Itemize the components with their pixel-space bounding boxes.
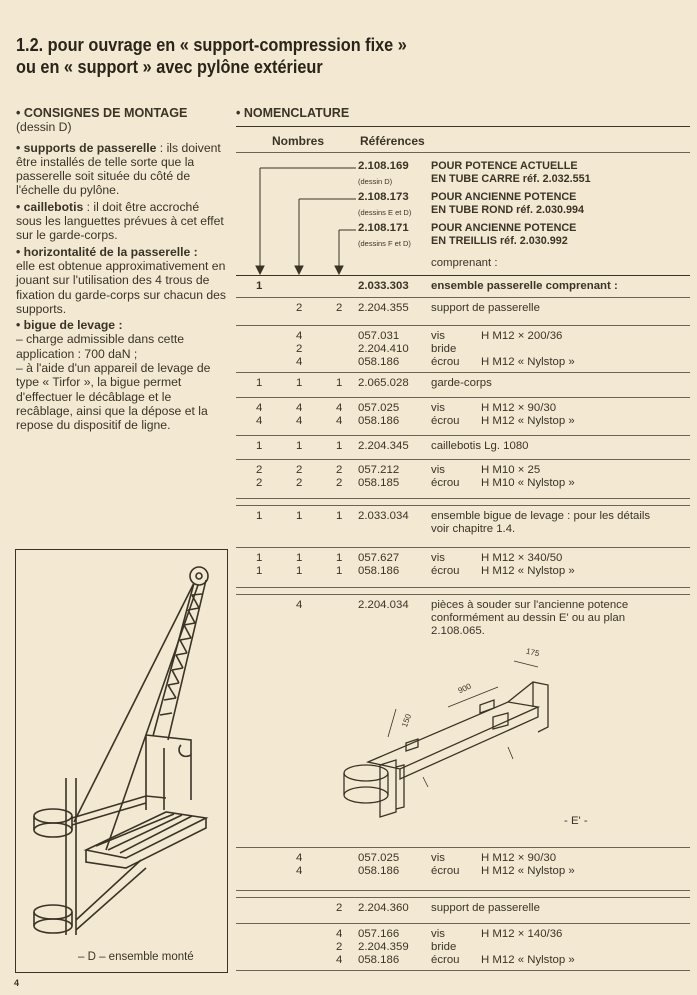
quantity-cell: 4 — [296, 599, 303, 611]
group-rule — [236, 505, 690, 506]
reference-cell: 058.186 — [358, 954, 400, 967]
designation-cell: écrou — [431, 954, 460, 967]
drawing-d-frame — [15, 549, 228, 973]
group-rule — [236, 275, 690, 276]
quantity-cell: 2 — [336, 941, 343, 954]
quantity-cell: 4 — [256, 415, 263, 428]
reference-cell: 058.185 — [358, 477, 400, 490]
quantity-cell: 4 — [296, 415, 303, 428]
specification-cell: H M12 × 90/30 — [481, 852, 557, 864]
title-line-2: ou en « support » avec pylône extérieur — [16, 56, 323, 77]
specification-cell: H M10 « Nylstop » — [481, 477, 575, 490]
quantity-cell: 2 — [296, 477, 303, 490]
reference-cell: 2.033.034 — [358, 510, 409, 522]
specification-cell: H M12 × 90/30 — [481, 402, 557, 414]
dim-900: 900 — [456, 681, 473, 696]
group-rule — [236, 923, 690, 924]
quantity-cell: 2 — [256, 477, 263, 490]
specification-cell: H M12 « Nylstop » — [481, 415, 575, 428]
group-rule-double — [236, 890, 690, 891]
quantity-cell: 1 — [296, 552, 303, 564]
quantity-cell: 2 — [296, 343, 303, 356]
header-ref-3-desc2: EN TREILLIS réf. 2.030.992 — [431, 235, 568, 247]
group-rule — [236, 297, 690, 298]
comprenant-label: comprenant : — [431, 257, 498, 269]
group-rule — [236, 594, 690, 595]
consignes-heading: • CONSIGNES DE MONTAGE — [16, 106, 188, 120]
consigne-supports-text: : ils doivent être installés de telle sorte que la passerelle soit située du côté de l'échelle du pylône. — [16, 140, 221, 198]
designation-cell: écrou — [431, 477, 460, 490]
quantity-cell: 4 — [296, 865, 303, 878]
consigne-caillebotis-label: • caillebotis — [16, 199, 84, 214]
designation-cell: vis — [431, 928, 445, 940]
consigne-supports — [16, 141, 226, 198]
designation-cell: vis — [431, 330, 445, 342]
quantity-cell: 1 — [256, 377, 263, 389]
header-ref-3-desc1: POUR ANCIENNE POTENCE — [431, 222, 577, 234]
quantity-cell: 1 — [336, 510, 343, 522]
quantity-cell: 4 — [296, 852, 303, 864]
quantity-cell: 1 — [336, 552, 343, 564]
group-rule-double — [236, 587, 690, 588]
quantity-cell: 4 — [256, 402, 263, 414]
reference-cell: 2.204.345 — [358, 440, 409, 452]
header-ref-1-dessin: (dessin D) — [358, 177, 393, 186]
group-rule — [236, 897, 690, 898]
quantity-cell: 1 — [336, 377, 343, 389]
quantity-cell: 1 — [336, 440, 343, 452]
designation-cell: bride — [431, 941, 457, 954]
quantity-cell: 1 — [296, 377, 303, 389]
reference-cell: 058.186 — [358, 356, 400, 369]
group-rule — [236, 372, 690, 373]
specification-cell: H M10 × 25 — [481, 464, 541, 476]
quantity-cell: 1 — [296, 565, 303, 578]
consigne-horizontalite-text: elle est obtenue approximativement en jouant sur l'utilisation des 4 trous de fixation du garde-corps sur chacun des supports. — [16, 258, 227, 316]
designation-cell: vis — [431, 852, 445, 864]
reference-cell: 2.065.028 — [358, 377, 409, 389]
header-ref-1-desc2: EN TUBE CARRE réf. 2.032.551 — [431, 173, 591, 185]
specification-cell: H M12 « Nylstop » — [481, 565, 575, 578]
quantity-cell: 4 — [336, 928, 343, 940]
consigne-horizontalite — [16, 245, 226, 316]
reference-cell: 2.204.410 — [358, 343, 409, 356]
header-ref-3: 2.108.171 — [358, 222, 409, 234]
designation-cell: caillebotis Lg. 1080 — [431, 440, 529, 452]
group-rule — [236, 435, 690, 436]
specification-cell: H M12 « Nylstop » — [481, 954, 575, 967]
quantity-cell: 4 — [296, 330, 303, 342]
drawing-d-caption: – D – ensemble monté — [78, 951, 194, 963]
quantity-cell: 4 — [296, 402, 303, 414]
reference-cell: 057.031 — [358, 330, 400, 342]
reference-cell: 058.186 — [358, 865, 400, 878]
header-ref-2-dessin: (dessins E et D) — [358, 208, 412, 217]
consigne-bigue-item-1: – charge admissible dans cette application : 700 daN ; — [16, 332, 185, 361]
quantity-cell: 1 — [336, 565, 343, 578]
dim-175: 175 — [525, 646, 541, 659]
header-ref-2: 2.108.173 — [358, 191, 409, 203]
title-line-1: 1.2. pour ouvrage en « support-compression fixe » — [16, 34, 407, 55]
group-rule — [236, 459, 690, 460]
quantity-cell: 2 — [296, 302, 303, 314]
group-rule — [236, 397, 690, 398]
header-ref-3-dessin: (dessins F et D) — [358, 239, 411, 248]
consignes-section — [16, 106, 226, 435]
consigne-bigue-label: • bigue de levage : — [16, 318, 123, 333]
quantity-cell: 2 — [296, 464, 303, 476]
header-ref-2-desc1: POUR ANCIENNE POTENCE — [431, 191, 577, 203]
designation-cell: support de passerelle — [431, 302, 540, 314]
reference-cell: 2.204.360 — [358, 902, 409, 914]
quantity-cell: 1 — [256, 565, 263, 578]
consignes-subheading: (dessin D) — [16, 120, 72, 135]
quantity-cell: 1 — [296, 440, 303, 452]
designation-cell: garde-corps — [431, 377, 492, 389]
designation-cell: ensemble bigue de levage : pour les détails voir chapitre 1.4. — [431, 510, 651, 536]
bracket-arrows — [236, 152, 366, 277]
reference-cell: 057.166 — [358, 928, 400, 940]
header-ref-1: 2.108.169 — [358, 160, 409, 172]
reference-cell: 2.204.355 — [358, 302, 409, 314]
header-ref-1-desc1: POUR POTENCE ACTUELLE — [431, 160, 578, 172]
consigne-caillebotis — [16, 200, 226, 243]
designation-cell: ensemble passerelle comprenant : — [431, 280, 618, 292]
designation-cell: écrou — [431, 356, 460, 369]
quantity-cell: 1 — [256, 440, 263, 452]
quantity-cell: 4 — [296, 356, 303, 369]
reference-cell: 058.186 — [358, 565, 400, 578]
designation-cell: écrou — [431, 865, 460, 878]
designation-cell: vis — [431, 552, 445, 564]
designation-cell: vis — [431, 464, 445, 476]
specification-cell: H M12 × 140/36 — [481, 928, 563, 940]
reference-cell: 058.186 — [358, 415, 400, 428]
specification-cell: H M12 « Nylstop » — [481, 356, 575, 369]
quantity-cell: 1 — [256, 280, 263, 292]
specification-cell: H M12 « Nylstop » — [481, 865, 575, 878]
reference-cell: 057.212 — [358, 464, 400, 476]
quantity-cell: 2 — [336, 464, 343, 476]
page-number: 4 — [14, 978, 20, 988]
consigne-caillebotis-text: : il doit être accroché sous les languettes prévues à cet effet sur le garde-corps. — [16, 199, 224, 243]
designation-cell: bride — [431, 343, 457, 356]
reference-cell: 2.204.034 — [358, 599, 409, 611]
quantity-cell: 1 — [256, 552, 263, 564]
quantity-cell: 2 — [336, 902, 343, 914]
header-ref-2-desc2: EN TUBE ROND réf. 2.030.994 — [431, 204, 585, 216]
dim-150: 150 — [400, 712, 414, 729]
designation-cell: écrou — [431, 415, 460, 428]
quantity-cell: 1 — [296, 510, 303, 522]
quantity-cell: 2 — [336, 477, 343, 490]
reference-cell: 2.204.359 — [358, 941, 409, 954]
col-nombres-header: Nombres — [272, 134, 325, 148]
group-rule — [236, 547, 690, 548]
quantity-cell: 1 — [256, 510, 263, 522]
reference-cell: 057.025 — [358, 852, 400, 864]
quantity-cell: 4 — [336, 402, 343, 414]
designation-cell: pièces à souder sur l'ancienne potence conformément au dessin E' ou au plan 2.108.065. — [431, 599, 629, 638]
quantity-cell: 4 — [336, 415, 343, 428]
quantity-cell: 4 — [336, 954, 343, 967]
reference-cell: 2.033.303 — [358, 280, 409, 292]
drawing-e-prime-caption: - E' - — [564, 815, 588, 827]
reference-cell: 057.627 — [358, 552, 400, 564]
group-rule-double — [236, 498, 690, 499]
col-references-header: Références — [360, 134, 425, 148]
drawing-d-illustration — [16, 550, 226, 971]
nomenclature-heading: • NOMENCLATURE — [236, 106, 350, 120]
quantity-cell: 2 — [256, 464, 263, 476]
consigne-bigue-item-2: – à l'aide d'un appareil de levage de type « Tirfor », la bigue permet d'effectuer le décâblage et le recâblage, ainsi que la dépose et la repose du dispositif de ligne. — [16, 361, 211, 433]
header-rule-top — [236, 126, 690, 127]
consigne-horizontalite-label: • horizontalité de la passerelle : — [16, 244, 198, 259]
designation-cell: support de passerelle — [431, 902, 540, 914]
consigne-bigue — [16, 318, 226, 432]
page-title — [16, 34, 544, 78]
group-rule — [236, 325, 690, 326]
consigne-supports-label: • supports de passerelle — [16, 140, 157, 155]
quantity-cell: 2 — [336, 302, 343, 314]
designation-cell: vis — [431, 402, 445, 414]
table-end-rule — [236, 970, 690, 971]
specification-cell: H M12 × 200/36 — [481, 330, 563, 342]
drawing-e-prime-illustration — [328, 647, 558, 822]
group-rule — [236, 847, 690, 848]
specification-cell: H M12 × 340/50 — [481, 552, 563, 564]
reference-cell: 057.025 — [358, 402, 400, 414]
designation-cell: écrou — [431, 565, 460, 578]
